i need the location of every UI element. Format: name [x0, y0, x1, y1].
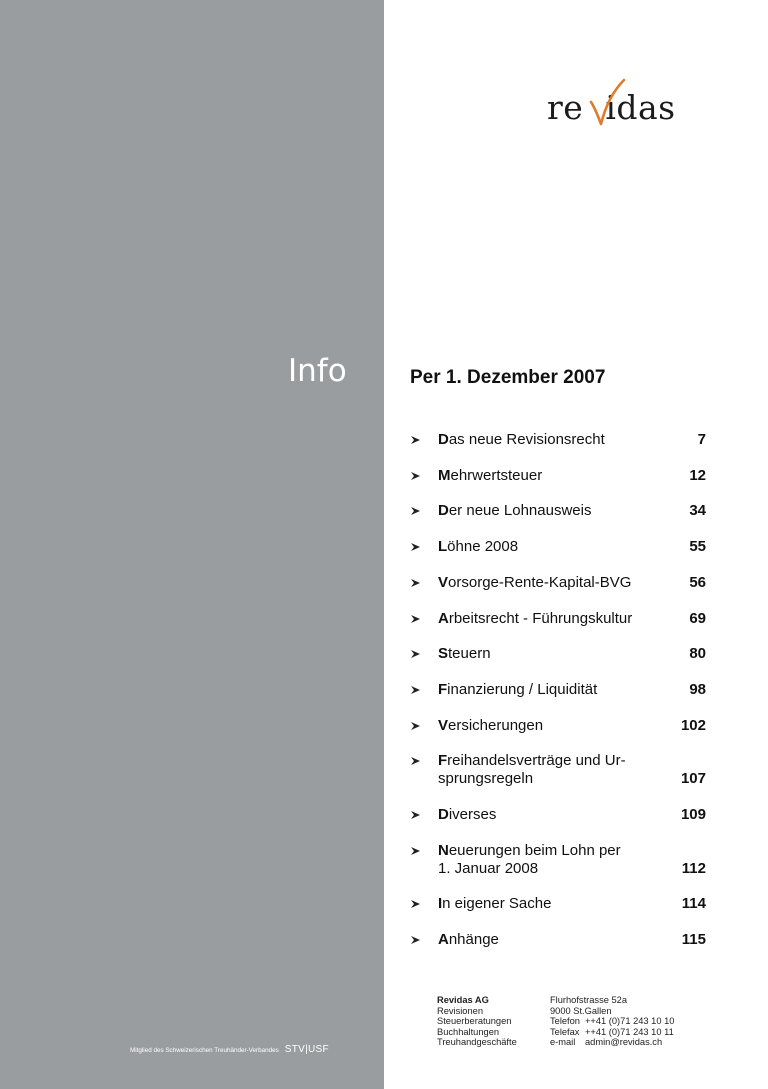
toc-page-number: 7 [697, 431, 706, 448]
company-name: Revidas AG [437, 995, 489, 1005]
toc-item-initial: L [438, 538, 448, 556]
arrow-bullet-icon [410, 467, 422, 485]
email-line [550, 1037, 674, 1048]
phone-label: Telefon [550, 1016, 580, 1027]
toc-item-rest: ehrwertsteuer [450, 466, 543, 484]
toc-page-number: 102 [680, 716, 706, 734]
arrow-bullet-icon [410, 681, 422, 699]
logo-text-prefix: re [547, 88, 584, 127]
toc-item-rest: inanzierung / Liquidität [447, 680, 598, 698]
membership-line [130, 1044, 329, 1055]
toc-item-label [438, 842, 648, 878]
document-title: Per 1. Dezember 2007 [410, 367, 606, 388]
toc-page-number: 115 [681, 930, 706, 948]
arrow-bullet-icon [410, 752, 422, 770]
toc-item-initial: A [438, 609, 449, 627]
toc-item-label [438, 681, 648, 699]
arrow-bullet-icon [410, 931, 422, 949]
toc-item-rest: er neue Lohnausweis [448, 502, 592, 520]
arrow-bullet-icon [410, 502, 422, 520]
toc-page-number: 114 [681, 895, 706, 912]
toc-item-initial: V [438, 716, 449, 734]
toc-page-number: 12 [689, 466, 706, 484]
toc-item-initial: D [438, 502, 449, 520]
email-link[interactable]: admin@revidas.ch [585, 1037, 663, 1048]
toc-page-number: 69 [689, 609, 706, 627]
toc-item-label [438, 431, 648, 449]
toc-item-initial: S [438, 645, 449, 663]
arrow-bullet-icon [410, 806, 422, 824]
arrow-bullet-icon [410, 610, 422, 628]
arrow-bullet-icon [410, 895, 422, 913]
toc-item-rest: nhänge [448, 930, 499, 948]
toc-item-label [438, 502, 648, 520]
service-item: Revisionen [437, 1005, 483, 1016]
fax-label: Telefax [550, 1026, 580, 1037]
toc-item-label [438, 610, 648, 628]
toc-page-number: 55 [689, 538, 706, 556]
toc-item-initial: D [438, 431, 449, 448]
arrow-bullet-icon [410, 574, 422, 592]
toc-item-rest: orsorge-Rente-Kapital-BVG [448, 573, 632, 591]
toc-item-initial: I [438, 895, 443, 912]
toc-item-initial: F [438, 752, 448, 770]
logo-text-suffix: idas [605, 88, 676, 127]
toc-item-rest: reihandelsverträge und Ur- [447, 752, 626, 770]
arrow-bullet-icon [410, 538, 422, 556]
city: 9000 St.Gallen [550, 1005, 612, 1016]
toc-item-initial: V [438, 573, 449, 591]
toc-item-label [438, 931, 648, 949]
toc-item-rest: rbeitsrecht - Führungskultur [448, 609, 633, 627]
toc-page-number: 56 [689, 573, 706, 591]
street: Flurhofstrasse 52a [550, 995, 627, 1005]
toc-item-rest-line2: sprungsregeln [438, 770, 534, 788]
toc-page-number: 112 [681, 859, 706, 877]
toc-item-initial: N [438, 841, 449, 859]
toc-item-label [438, 467, 648, 485]
info-title: Info [288, 353, 347, 389]
toc-item-label [438, 806, 648, 824]
footer-company-block [437, 995, 517, 1048]
toc-item-rest: as neue Revisionsrecht [448, 431, 605, 448]
stv-usf-logo: STV|USF [284, 1044, 329, 1055]
phone-number: ++41 (0)71 243 10 10 [585, 1016, 675, 1027]
toc-item-initial: D [438, 805, 449, 823]
arrow-bullet-icon [410, 717, 422, 735]
toc-item-rest-line2: 1. Januar 2008 [438, 859, 539, 877]
toc-item-initial: M [438, 466, 451, 484]
footer-address-block [550, 995, 674, 1048]
toc-item-initial: A [438, 930, 449, 948]
phone-line [550, 1016, 674, 1027]
service-item: Steuerberatungen [437, 1016, 512, 1027]
fax-number: ++41 (0)71 243 10 11 [585, 1026, 674, 1037]
toc-item-initial: F [438, 680, 448, 698]
toc-item-label [438, 538, 648, 556]
email-label: e-mail [550, 1037, 576, 1048]
toc-page-number: 107 [680, 770, 706, 788]
toc-item-label [438, 895, 648, 913]
toc-item-rest: iverses [448, 805, 497, 823]
toc-page-number: 98 [689, 680, 706, 698]
service-item: Buchhaltungen [437, 1026, 500, 1037]
toc-item-rest: öhne 2008 [447, 538, 519, 556]
checkmark-v-icon [588, 78, 628, 130]
arrow-bullet-icon [410, 842, 422, 860]
revidas-logo [547, 78, 687, 130]
toc-item-rest: n eigener Sache [442, 895, 552, 912]
toc-item-label [438, 574, 648, 592]
toc-page-number: 34 [689, 502, 706, 520]
arrow-bullet-icon [410, 431, 422, 449]
toc-item-label [438, 717, 648, 735]
toc-item-rest: ersicherungen [448, 716, 544, 734]
arrow-bullet-icon [410, 645, 422, 663]
toc-item-label [438, 645, 648, 663]
toc-page-number: 109 [680, 805, 706, 823]
fax-line [550, 1027, 674, 1038]
toc-item-label [438, 752, 648, 788]
toc-item-rest: teuern [448, 645, 491, 663]
toc-item-rest: euerungen beim Lohn per [448, 841, 621, 859]
toc-page-number: 80 [689, 645, 706, 663]
membership-text: Mitglied des Schweizerischen Treuhänder-Verbandes [130, 1047, 279, 1054]
service-item: Treuhandgeschäfte [437, 1037, 517, 1048]
